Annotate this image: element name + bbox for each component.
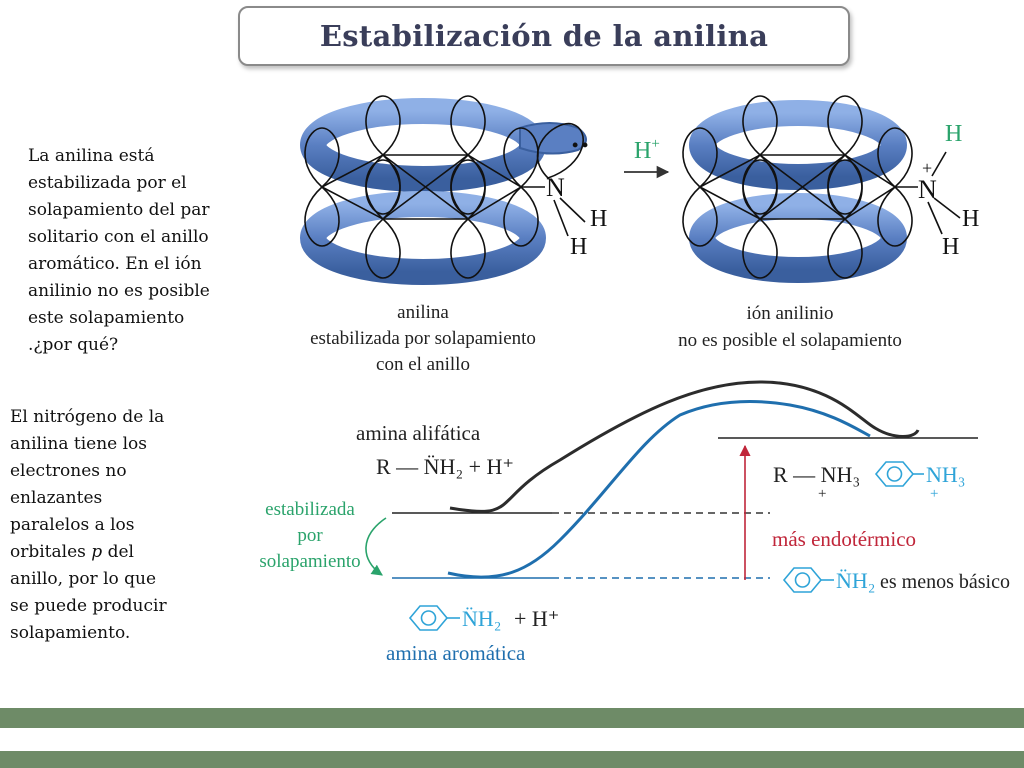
slide-title: Estabilización de la anilina (319, 19, 769, 53)
anilinium-product: NH₃ (926, 462, 966, 487)
aliphatic-amine-label: amina alifática (356, 421, 481, 445)
pi-cloud-top (313, 111, 533, 179)
p-orbital-italic: p (91, 542, 103, 562)
aliphatic-curve (450, 382, 918, 511)
anilinium-h-green: H (945, 121, 963, 147)
anilinium-caption: ión anilinio no es posible el solapamiento (678, 303, 902, 351)
proton-label: H+ (634, 136, 660, 164)
lone-pair-dots: • • (572, 135, 589, 155)
pi-cloud-bottom-2 (702, 206, 894, 270)
energy-diagram (356, 382, 1010, 665)
aniline-h-2: H (570, 234, 588, 260)
anilinium-molecule (683, 96, 979, 278)
aliphatic-formula: R — N̈H₂ + H⁺ (376, 454, 515, 479)
less-basic-amine: N̈H₂ (836, 568, 876, 593)
aniline-h-1: H (590, 206, 608, 232)
less-basic-label: es menos básico (880, 571, 1010, 593)
footer-bar-top (0, 708, 1024, 728)
aniline-molecule (305, 96, 607, 278)
footer-bar-bottom (0, 751, 1024, 768)
anilinium-h-1: H (962, 206, 980, 232)
aromatic-amine-label: amina aromática (386, 641, 526, 665)
benzene-icon-aromatic (410, 606, 460, 630)
anilinium-h-2: H (942, 234, 960, 260)
aromatic-formula-amine: N̈H₂ (462, 606, 502, 631)
aniline-caption: anilina estabilizada por solapamiento con el anillo (310, 302, 536, 375)
explanation-paragraph-1: La anilina está estabilizada por el solapamiento del par solitario con el anillo aromático. En el ión anilinio no es posible este solapamiento .¿por qué? (28, 146, 210, 355)
anilinium-charge: + (922, 158, 933, 178)
benzene-icon-product (876, 462, 924, 486)
anilinium-nitrogen: N (918, 175, 937, 204)
aromatic-formula-proton: + H⁺ (514, 606, 560, 631)
p2-part-a: El nitrógeno de la anilina tiene los electrones no enlazantes paralelos a los orbitales (10, 407, 165, 562)
p2-part-b: del anillo, por lo que se puede producir solapamiento. (10, 542, 167, 643)
pi-cloud-bottom (313, 204, 533, 272)
aliphatic-ammonium: R — NH₃ (773, 462, 861, 487)
aniline-nitrogen: N (546, 173, 565, 202)
benzene-icon-less-basic (784, 568, 834, 592)
more-endothermic-label: más endotérmico (772, 527, 917, 551)
aliphatic-ammonium-plus: + (818, 486, 827, 502)
stabilized-label: estabilizada por solapamiento (259, 499, 361, 572)
anilinium-product-plus: + (930, 486, 939, 502)
